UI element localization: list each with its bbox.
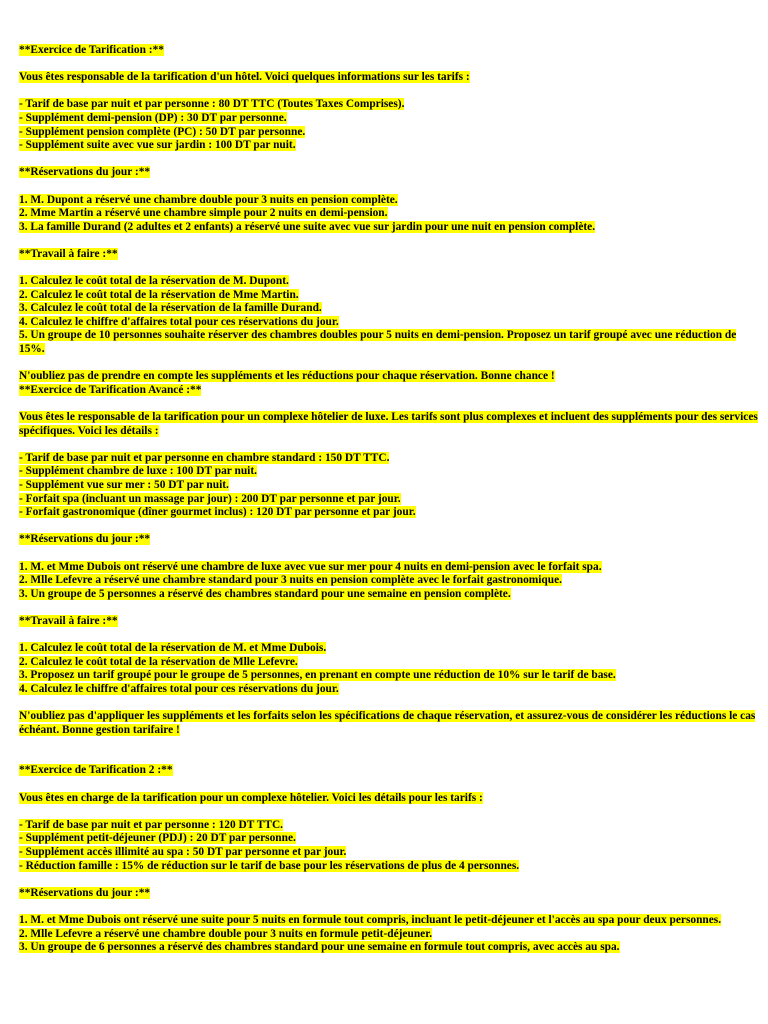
text-line [19,275,759,289]
highlighted-text: 1. M. Dupont a réservé une chambre double pour 3 nuits en pension complète. [19,193,398,206]
highlighted-text: - Tarif de base par nuit et par personne : 120 DT TTC. [19,818,284,831]
text-line [19,914,759,928]
paragraph [19,71,759,85]
text-line [19,669,759,683]
paragraph [19,98,759,152]
text-line [19,860,759,874]
highlighted-text: - Forfait gastronomique (dîner gourmet inclus) : 120 DT par personne et par jour. [19,506,416,519]
text-line [19,452,759,466]
highlighted-text: 1. Calculez le coût total de la réservation de M. Dupont. [19,275,289,288]
text-line [19,479,759,493]
paragraph [19,615,759,629]
document-body [19,44,759,968]
highlighted-text: 2. Calculez le coût total de la réservation de Mlle Lefevre. [19,655,298,668]
text-line [19,588,759,602]
blank-line [19,751,759,765]
highlighted-text: **Réservations du jour :** [19,886,151,899]
highlighted-text: - Supplément chambre de luxe : 100 DT par nuit. [19,465,257,478]
highlighted-text: **Travail à faire :** [19,247,118,260]
highlighted-text: **Exercice de Tarification 2 :** [19,764,173,777]
highlighted-text: - Supplément vue sur mer : 50 DT par nuit. [19,479,229,491]
text-line [19,316,759,330]
highlighted-text: 2. Mme Martin a réservé une chambre simple pour 2 nuits en demi-pension. [19,207,388,220]
highlighted-text: - Tarif de base par nuit et par personne : 80 DT TTC (Toutes Taxes Comprises). [19,98,405,111]
paragraph [19,411,759,438]
text-line [19,343,759,357]
highlighted-text: **Réservations du jour :** [19,533,151,546]
paragraph [19,710,759,737]
paragraph [19,275,759,357]
highlighted-text: - Forfait spa (incluant un massage par jour) : 200 DT par personne et par jour. [19,492,401,505]
text-line [19,139,759,153]
highlighted-text: - Tarif de base par nuit et par personne en chambre standard : 150 DT TTC. [19,451,390,464]
paragraph [19,194,759,235]
highlighted-text: spécifiques. Voici les détails : [19,424,159,437]
highlighted-text: 3. Un groupe de 6 personnes a réservé des chambres standard pour une semaine en formule tout compris, avec accès au spa. [19,941,620,954]
paragraph [19,764,759,778]
text-line [19,44,759,58]
highlighted-text: 3. Proposez un tarif groupé pour le groupe de 5 personnes, en prenant en compte une réduction de 10% sur le tarif de base. [19,669,616,682]
text-line [19,506,759,520]
paragraph [19,561,759,602]
text-line [19,846,759,860]
text-line [19,642,759,656]
text-line [19,289,759,303]
paragraph [19,452,759,520]
text-line [19,98,759,112]
highlighted-text: 5. Un groupe de 10 personnes souhaite réserver des chambres doubles pour 5 nuits en demi-pension. Proposez un tarif groupé avec une réduction de [19,329,737,342]
highlighted-text: 4. Calculez le chiffre d'affaires total pour ces réservations du jour. [19,315,339,328]
highlighted-text: 2. Calculez le coût total de la réservation de Mme Martin. [19,288,299,301]
text-line [19,425,759,439]
paragraph [19,370,759,397]
text-line [19,561,759,575]
text-line [19,710,759,724]
highlighted-text: **Exercice de Tarification Avancé :** [19,383,202,396]
text-line [19,533,759,547]
paragraph [19,914,759,955]
highlighted-text: Vous êtes le responsable de la tarification pour un complexe hôtelier de luxe. Les tarifs sont plus complexes et incluent des suppléments pour des services [19,411,758,424]
paragraph [19,887,759,901]
paragraph [19,166,759,180]
text-line [19,656,759,670]
highlighted-text: - Supplément accès illimité au spa : 50 DT par personne et par jour. [19,846,347,859]
text-line [19,221,759,235]
highlighted-text: N'oubliez pas d'appliquer les suppléments et les forfaits selon les spécifications de chaque réservation, et assurez-vous de considérer les réductions le cas [19,710,756,723]
highlighted-text: **Travail à faire :** [19,614,118,627]
highlighted-text: - Supplément suite avec vue sur jardin : 100 DT par nuit. [19,139,296,152]
paragraph [19,642,759,696]
highlighted-text: - Supplément petit-déjeuner (PDJ) : 20 DT par personne. [19,832,296,845]
text-line [19,832,759,846]
text-line [19,126,759,140]
highlighted-text: **Exercice de Tarification :** [19,44,164,56]
highlighted-text: **Réservations du jour :** [19,166,151,179]
text-line [19,819,759,833]
text-line [19,384,759,398]
highlighted-text: 1. M. et Mme Dubois ont réservé une suite pour 5 nuits en formule tout compris, incluant le petit-déjeuner et l'accès au spa pour deux personnes. [19,914,722,926]
paragraph [19,248,759,262]
highlighted-text: 4. Calculez le chiffre d'affaires total pour ces réservations du jour. [19,682,339,695]
highlighted-text: 15%. [19,343,45,356]
text-line [19,887,759,901]
highlighted-text: 2. Mlle Lefevre a réservé une chambre standard pour 3 nuits en pension complète avec le forfait gastronomique. [19,574,563,587]
highlighted-text: 3. Calculez le coût total de la réservation de la famille Durand. [19,302,322,315]
highlighted-text: 3. La famille Durand (2 adultes et 2 enfants) a réservé une suite avec vue sur jardin pour une nuit en pension complète. [19,220,596,233]
text-line [19,329,759,343]
text-line [19,764,759,778]
paragraph [19,533,759,547]
text-line [19,941,759,955]
text-line [19,683,759,697]
text-line [19,411,759,425]
text-line [19,302,759,316]
text-line [19,465,759,479]
highlighted-text: Vous êtes responsable de la tarification d'un hôtel. Voici quelques informations sur les tarifs : [19,71,470,84]
highlighted-text: - Supplément pension complète (PC) : 50 DT par personne. [19,125,306,138]
paragraph [19,819,759,873]
highlighted-text: échéant. Bonne gestion tarifaire ! [19,723,180,736]
highlighted-text: - Réduction famille : 15% de réduction sur le tarif de base pour les réservations de plus de 4 personnes. [19,859,520,872]
text-line [19,493,759,507]
text-line [19,370,759,384]
highlighted-text: 2. Mlle Lefevre a réservé une chambre double pour 3 nuits en formule petit-déjeuner. [19,927,433,940]
highlighted-text: - Supplément demi-pension (DP) : 30 DT par personne. [19,111,287,124]
text-line [19,112,759,126]
text-line [19,574,759,588]
text-line [19,615,759,629]
text-line [19,207,759,221]
text-line [19,71,759,85]
highlighted-text: 1. Calculez le coût total de la réservation de M. et Mme Dubois. [19,642,327,655]
text-line [19,792,759,806]
highlighted-text: N'oubliez pas de prendre en compte les suppléments et les réductions pour chaque réservation. Bonne chance ! [19,370,555,383]
paragraph [19,44,759,58]
paragraph [19,792,759,806]
highlighted-text: Vous êtes en charge de la tarification pour un complexe hôtelier. Voici les détails pour les tarifs : [19,791,483,804]
highlighted-text: 3. Un groupe de 5 personnes a réservé des chambres standard pour une semaine en pension complète. [19,587,511,600]
highlighted-text: 1. M. et Mme Dubois ont réservé une chambre de luxe avec vue sur mer pour 4 nuits en demi-pension avec le forfait spa. [19,560,602,573]
text-line [19,194,759,208]
text-line [19,166,759,180]
text-line [19,724,759,738]
text-line [19,248,759,262]
text-line [19,928,759,942]
